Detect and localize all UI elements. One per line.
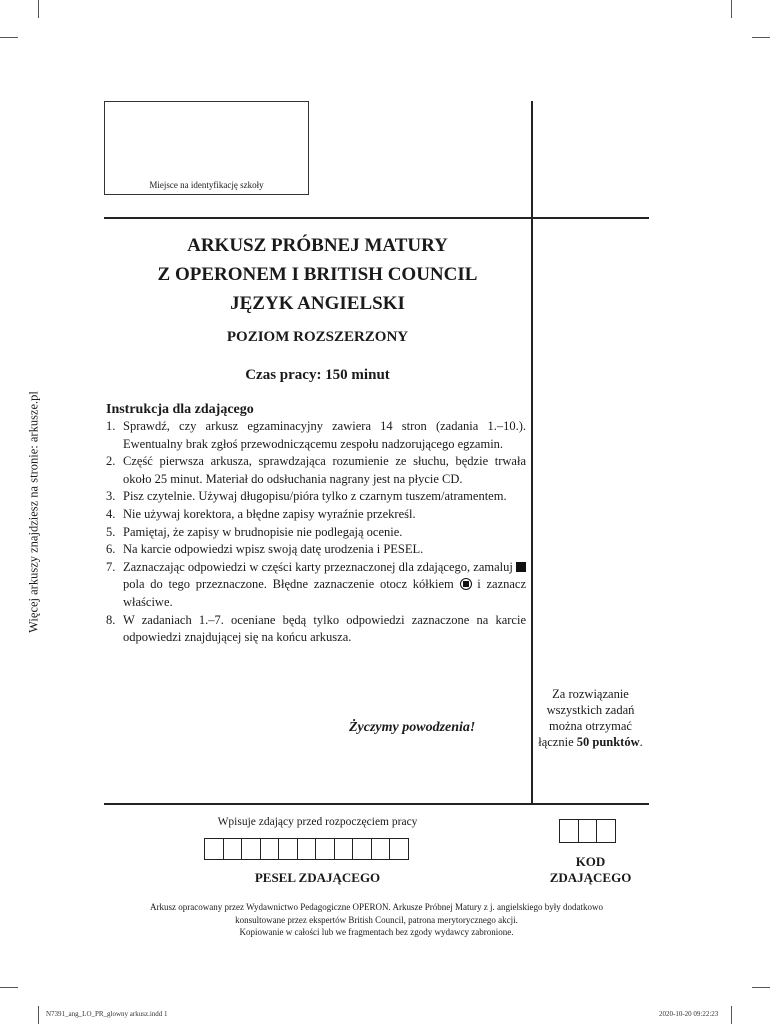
pesel-digit-box[interactable] — [297, 838, 317, 860]
filled-square-icon — [516, 562, 526, 572]
title-line: ARKUSZ PRÓBNEJ MATURY — [187, 235, 448, 256]
pesel-grid — [205, 838, 409, 860]
list-item: 2. Część pierwsza arkusza, sprawdzająca rozumienie ze słuchu, będzie trwała około 25 minut. Materiał do odsłuchania nagrany jest na płycie CD. — [106, 454, 526, 486]
page-title — [104, 231, 531, 318]
top-divider — [104, 217, 649, 219]
publisher-footer: Arkusz opracowany przez Wydawnictwo Pedagogiczne OPERON. Arkusze Próbnej Matury z j. angielskiego były dodatkowo konsultowane przez ekspertów British Council, patrona merytorycznego akcji. Kopiowanie w całości lub we fragmentach bez zgody wydawcy zabronione. — [150, 902, 603, 937]
crop-mark — [731, 0, 732, 18]
pesel-digit-box[interactable] — [260, 838, 280, 860]
exam-level: POZIOM ROZSZERZONY — [226, 329, 409, 345]
pesel-digit-box[interactable] — [334, 838, 354, 860]
list-item: 1. Sprawdź, czy arkusz egzaminacyjny zawiera 14 stron (zadania 1.–10.). Ewentualny brak zgłoś przewodniczącemu zespołu nadzorującego egzamin. — [106, 419, 526, 451]
pesel-digit-box[interactable] — [223, 838, 243, 860]
pesel-digit-box[interactable] — [278, 838, 298, 860]
kod-digit-box[interactable] — [596, 819, 616, 843]
kod-digit-box[interactable] — [559, 819, 579, 843]
crop-mark — [752, 987, 770, 988]
pesel-digit-box[interactable] — [371, 838, 391, 860]
pesel-digit-box[interactable] — [352, 838, 372, 860]
pesel-digit-box[interactable] — [389, 838, 409, 860]
list-item: 5. Pamiętaj, że zapisy w brudnopisie nie podlegają ocenie. — [106, 524, 403, 539]
file-slug: N7391_ang_LO_PR_glowny arkusz.indd 1 — [46, 1010, 168, 1018]
before-work-label: Wpisuje zdający przed rozpoczęciem pracy — [217, 816, 418, 828]
side-website-text: Więcej arkuszy znajdziesz na stronie: arkusze.pl — [26, 391, 41, 633]
instructions-heading: Instrukcja dla zdającego — [106, 402, 254, 417]
crop-mark — [38, 0, 39, 18]
bottom-divider — [104, 803, 649, 805]
good-luck-text: Życzymy powodzenia! — [349, 720, 476, 735]
list-item: 4. Nie używaj korektora, a błędne zapisy wyraźnie przekreśl. — [106, 506, 416, 521]
circled-square-icon — [460, 578, 472, 590]
title-line: JĘZYK ANGIELSKI — [230, 293, 405, 314]
list-item: 7. Zaznaczając odpowiedzi w części karty przeznaczonej dla zdającego, zamaluj pola do tego przeznaczone. Błędne zaznaczenie otocz kółkiem i zaznacz właściwe. — [106, 559, 527, 609]
exam-time: Czas pracy: 150 minut — [245, 367, 390, 383]
kod-digit-box[interactable] — [578, 819, 598, 843]
list-item: 6. Na karcie odpowiedzi wpisz swoją datę urodzenia i PESEL. — [106, 542, 424, 557]
instructions-list — [106, 418, 526, 647]
kod-grid — [560, 819, 616, 843]
crop-mark — [731, 1006, 732, 1024]
crop-mark — [0, 987, 18, 988]
pesel-digit-box[interactable] — [241, 838, 261, 860]
school-id-label: Miejsce na identyfikację szkoły — [149, 180, 264, 190]
title-line: Z OPERONEM I BRITISH COUNCIL — [157, 264, 478, 285]
date-slug: 2020-10-20 09:22:23 — [659, 1010, 719, 1018]
school-id-box — [104, 101, 309, 195]
pesel-digit-box[interactable] — [204, 838, 224, 860]
list-item: 3. Pisz czytelnie. Używaj długopisu/pióra tylko z czarnym tuszem/atramentem. — [106, 489, 507, 504]
pesel-label: PESEL ZDAJĄCEGO — [254, 870, 381, 885]
crop-mark — [0, 37, 18, 38]
crop-mark — [752, 37, 770, 38]
list-item: 8. W zadaniach 1.–7. oceniane będą tylko odpowiedzi zaznaczone na karcie odpowiedzi znajdującej się na końcu arkusza. — [106, 612, 526, 645]
kod-label: KOD ZDAJĄCEGO — [549, 854, 632, 885]
crop-mark — [38, 1006, 39, 1024]
points-note: Za rozwiązanie wszystkich zadań można otrzymać łącznie 50 punktów. — [538, 687, 643, 749]
pesel-digit-box[interactable] — [315, 838, 335, 860]
